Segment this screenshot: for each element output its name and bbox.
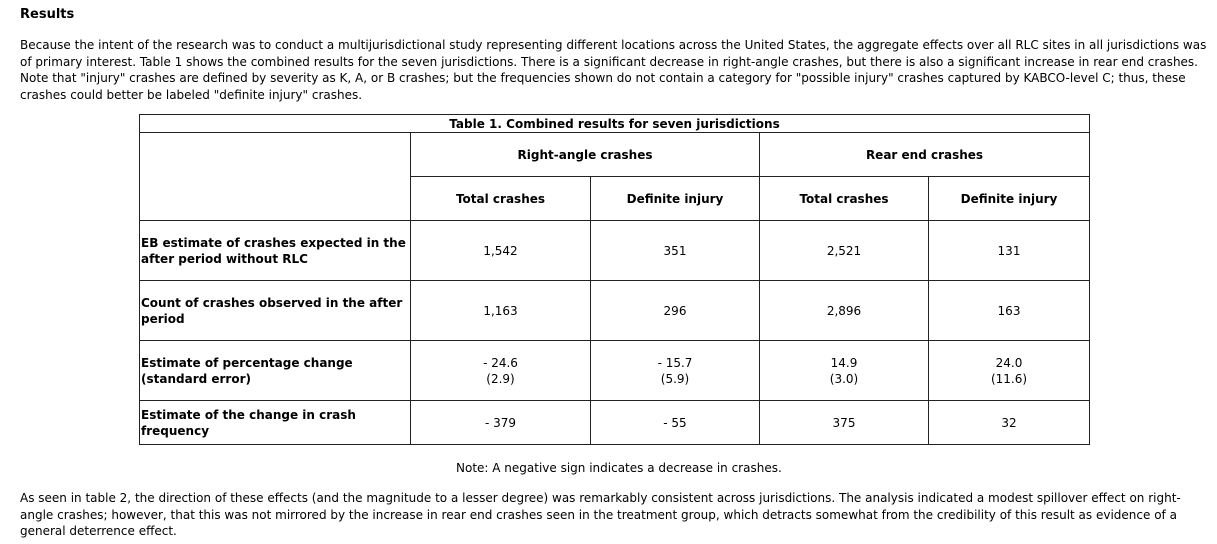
table-row	[140, 401, 1090, 445]
outro-paragraph: As seen in table 2, the direction of these effects (and the magnitude to a lesser degree) was remarkably consistent across jurisdictions. The analysis indicated a modest spillover effect on right-angle crashes; however, that this was not mirrored by the increase in rear end crashes seen in the treatment group, which detracts somewhat from the credibility of this result as evidence of a general deterrence effect.	[20, 491, 1181, 538]
table-row	[140, 341, 1090, 401]
col-header-definite-injury: Definite injury	[929, 177, 1090, 221]
results-table	[139, 114, 1090, 445]
group-header-right-angle: Right-angle crashes	[411, 133, 760, 177]
col-header-definite-injury: Definite injury	[591, 177, 760, 221]
table-row	[140, 281, 1090, 341]
table-cell: 1,542	[411, 221, 591, 281]
table-cell: - 379	[411, 401, 591, 445]
cell-value: 14.9	[830, 355, 858, 370]
table-note: Note: A negative sign indicates a decrease in crashes.	[456, 461, 782, 475]
table-row	[140, 221, 1090, 281]
table-cell: 2,521	[760, 221, 929, 281]
table-cell: 2,896	[760, 281, 929, 341]
row-label: Count of crashes observed in the after period	[140, 281, 411, 341]
row-label: Estimate of percentage change (standard error)	[140, 341, 411, 401]
table-cell	[929, 341, 1090, 401]
table-caption: Table 1. Combined results for seven jurisdictions	[140, 115, 1090, 133]
table-cell: 1,163	[411, 281, 591, 341]
table-cell: 32	[929, 401, 1090, 445]
table-cell	[760, 341, 929, 401]
table-cell	[411, 341, 591, 401]
cell-std-error: (5.9)	[660, 371, 690, 386]
table-cell	[591, 341, 760, 401]
group-header-rear-end: Rear end crashes	[760, 133, 1090, 177]
table-cell: 375	[760, 401, 929, 445]
col-header-total-crashes: Total crashes	[760, 177, 929, 221]
cell-value: - 24.6	[483, 355, 518, 370]
table-cell: 163	[929, 281, 1090, 341]
table-cell: 351	[591, 221, 760, 281]
cell-value: - 15.7	[657, 355, 693, 370]
col-header-total-crashes: Total crashes	[411, 177, 591, 221]
cell-std-error: (2.9)	[486, 371, 515, 386]
table-cell: 296	[591, 281, 760, 341]
table-cell: - 55	[591, 401, 760, 445]
row-label: Estimate of the change in crash frequency	[140, 401, 411, 445]
table-corner-cell	[140, 133, 411, 221]
section-heading: Results	[20, 7, 75, 22]
intro-paragraph: Because the intent of the research was to conduct a multijurisdictional study representing different locations across the United States, the aggregate effects over all RLC sites in all jurisdictions was of primary interest. Table 1 shows the combined results for the seven jurisdictions. There is a significant decrease in right-angle crashes, but there is also a significant increase in rear end crashes. Note that "injury" crashes are defined by severity as K, A, or B crashes; but the frequencies shown do not contain a category for "possible injury" crashes captured by KABCO-level C; thus, these crashes could better be labeled "definite injury" crashes.	[20, 38, 1207, 102]
table-cell: 131	[929, 221, 1090, 281]
cell-std-error: (3.0)	[829, 371, 859, 386]
cell-std-error: (11.6)	[990, 371, 1028, 386]
cell-value: 24.0	[995, 355, 1023, 370]
row-label: EB estimate of crashes expected in the after period without RLC	[140, 221, 411, 281]
